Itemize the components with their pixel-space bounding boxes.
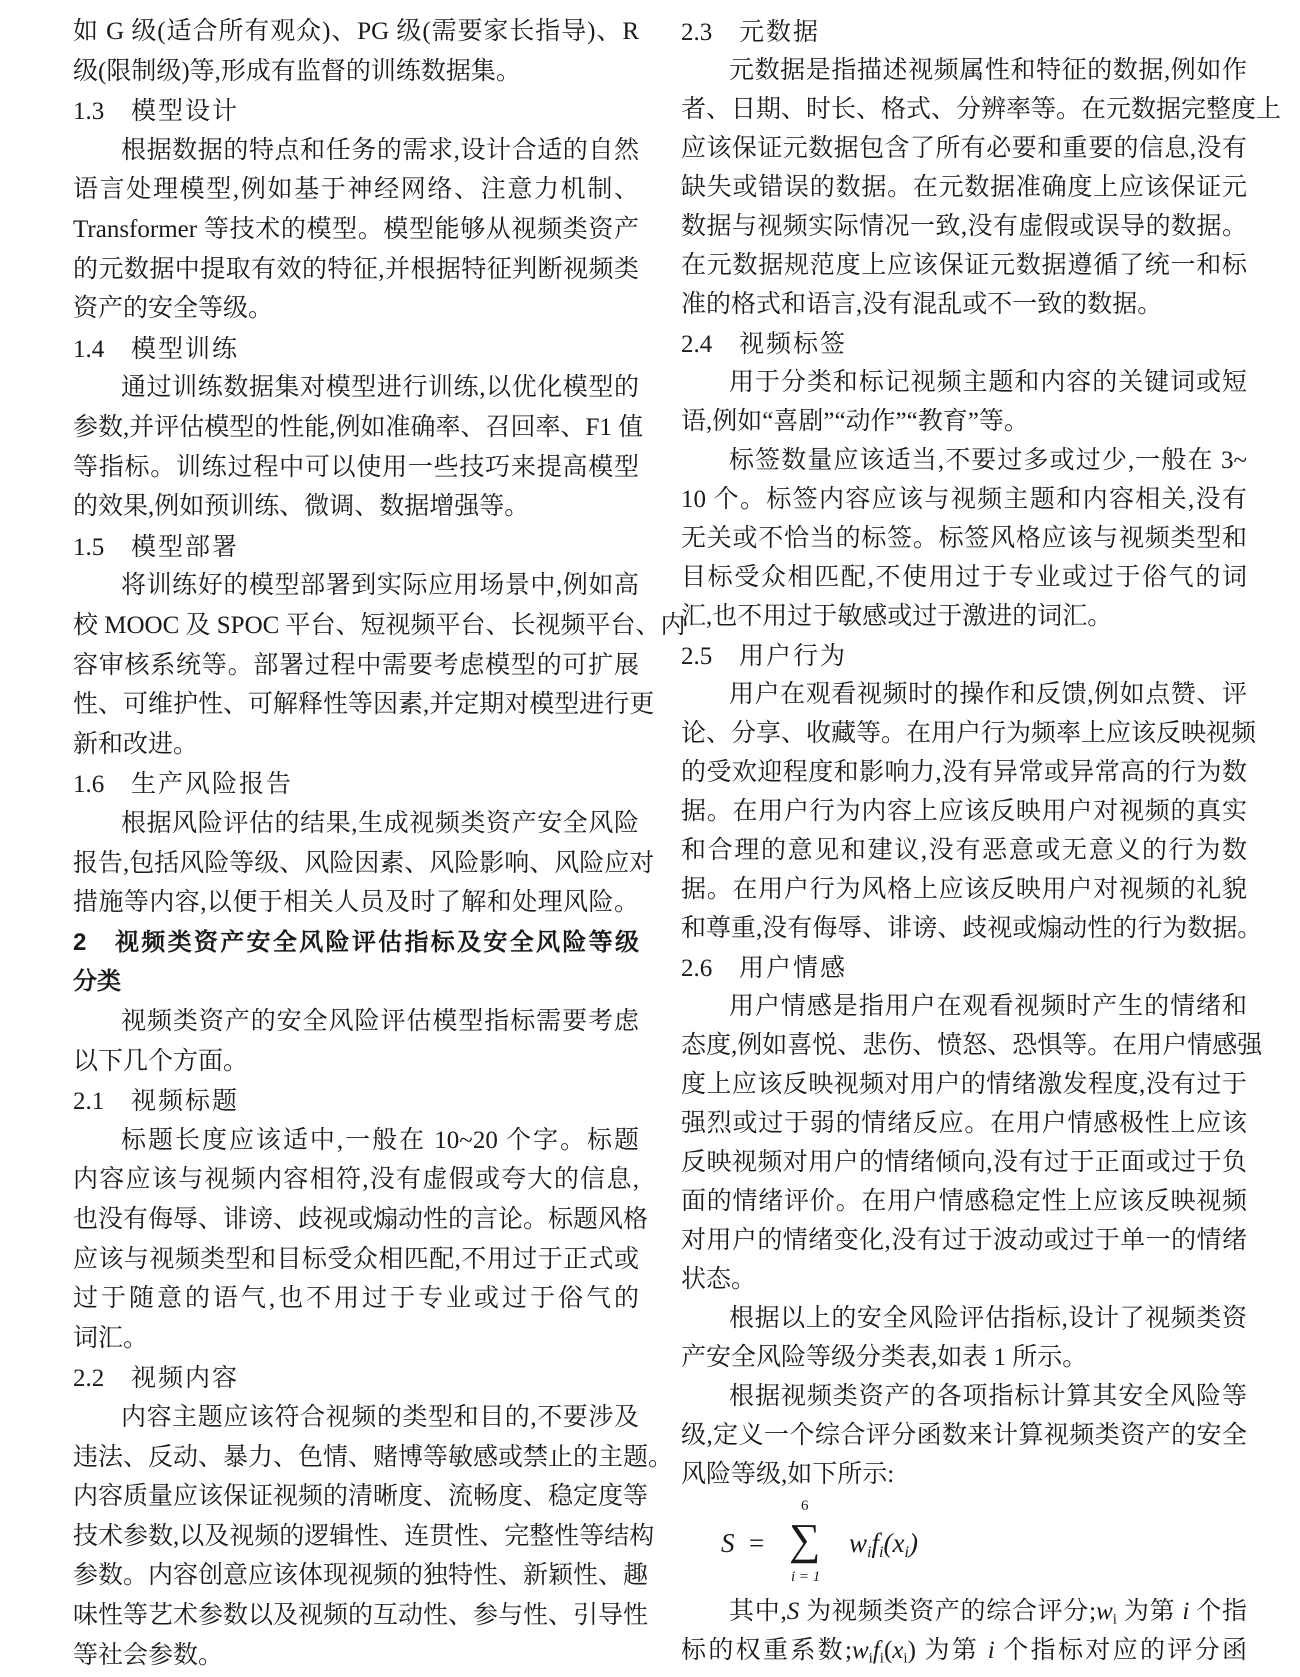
formula-upper-limit: 6	[801, 1498, 809, 1514]
left-column	[73, 0, 686, 1677]
section-title: 元数据	[739, 17, 821, 46]
paragraph-line: 级,定义一个综合评分函数来计算视频类资产的安全	[681, 1422, 1247, 1449]
math-segment: )	[909, 1528, 919, 1558]
section-heading	[73, 1083, 639, 1119]
paragraph-line: 用户情感是指用户在观看视频时产生的情绪和	[729, 993, 1247, 1020]
paragraph-line: 和合理的意见和建议,没有恶意或无意义的行为数	[681, 837, 1247, 864]
paragraph-line: 语言处理模型,例如基于神经网络、注意力机制、	[73, 176, 639, 204]
paragraph-line: 缺失或错误的数据。在元数据准确度上应该保证元	[681, 174, 1247, 201]
paragraph-line: 也没有侮辱、诽谤、歧视或煽动性的言论。标题风格	[73, 1206, 649, 1233]
paragraph-line: 面的情绪评价。在用户情感稳定性上应该反映视频	[681, 1188, 1247, 1215]
math-segment: i	[867, 1542, 872, 1561]
paragraph-line: 内容主题应该符合视频的类型和目的,不要涉及	[121, 1404, 639, 1431]
paragraph-line: 数据与视频实际情况一致,没有虚假或误导的数据。	[681, 213, 1247, 240]
section-heading	[681, 638, 1247, 674]
paragraph-line: 根据视频类资产的各项指标计算其安全风险等	[729, 1383, 1247, 1410]
section-number: 2.3	[681, 19, 713, 46]
paragraph-line: 据。在用户行为风格上应该反映用户对视频的礼貌	[681, 876, 1247, 903]
paragraph-line: 词汇。	[73, 1324, 149, 1352]
paragraph-line: 态度,例如喜悦、悲伤、愤怒、恐惧等。在用户情感强	[681, 1032, 1263, 1059]
paragraph-line: 元数据是指描述视频属性和特征的数据,例如作	[729, 57, 1247, 84]
paragraph-line: 状态。	[681, 1266, 757, 1293]
summation-symbol: ∑	[789, 1515, 821, 1564]
section-heading	[73, 93, 639, 129]
math-segment: 个指标对应的评分函	[994, 1637, 1247, 1664]
math-segment: 为第	[915, 1637, 988, 1664]
math-segment: (	[883, 1637, 893, 1664]
paragraph-line: 10 个。标签内容应该与视频主题和内容相关,没有	[681, 486, 1247, 513]
paragraph-line: 以下几个方面。	[73, 1047, 249, 1075]
paragraph-line: 论、分享、收藏等。在用户行为频率上应该反映视频	[681, 720, 1257, 747]
formula-equals: =	[749, 1528, 765, 1558]
paragraph-line: 报告,包括风险等级、风险因素、风险影响、风险应对	[73, 849, 655, 877]
section-heading	[681, 14, 1247, 50]
paragraph-line: 级(限制级)等,形成有监督的训练数据集。	[73, 57, 521, 85]
paragraph-line: 将训练好的模型部署到实际应用场景中,例如高	[121, 572, 639, 600]
paragraph-line: Transformer 等技术的模型。模型能够从视频类资产	[73, 216, 639, 243]
section-number: 2.2	[73, 1365, 105, 1393]
paragraph-line: 参数。内容创意应该体现视频的独特性、新颖性、趣	[73, 1562, 649, 1590]
math-segment: 其中,	[729, 1598, 787, 1625]
section-heading	[73, 766, 639, 802]
paragraph-line: 应该保证元数据包含了所有必要和重要的信息,没有	[681, 135, 1247, 162]
math-segment: )	[907, 1637, 916, 1664]
paragraph-line: 汇,也不用过于敏感或过于激进的词汇。	[681, 603, 1113, 630]
paragraph-line: 校 MOOC 及 SPOC 平台、短视频平台、长视频平台、内	[73, 612, 686, 639]
paragraph-line	[681, 1633, 1247, 1669]
section-heading	[73, 331, 639, 367]
section-title: 视频内容	[131, 1363, 240, 1393]
paragraph-line: 应该与视频类型和目标受众相匹配,不用过于正式或	[73, 1245, 639, 1273]
section-title: 模型部署	[131, 531, 240, 561]
section-title: 用户行为	[739, 641, 848, 670]
section-number: 2.5	[681, 643, 713, 670]
paragraph-line: 容审核系统等。部署过程中需要考虑模型的可扩展	[73, 651, 639, 679]
section-title: 模型训练	[131, 333, 240, 363]
paragraph-line: 等指标。训练过程中可以使用一些技巧来提高模型	[73, 453, 639, 481]
paragraph-line: 用于分类和标记视频主题和内容的关键词或短	[729, 369, 1247, 396]
math-segment: x	[892, 1637, 904, 1664]
paragraph-line: 新和改进。	[73, 730, 199, 758]
paragraph-line: 的受欢迎程度和影响力,没有异常或异常高的行为数	[681, 759, 1247, 786]
paragraph-line: 内容应该与视频内容相符,没有虚假或夸大的信息,	[73, 1166, 639, 1194]
math-segment: i	[868, 1650, 873, 1667]
paragraph-line: 技术参数,以及视频的逻辑性、连贯性、完整性等结构	[73, 1522, 655, 1550]
section-title: 视频标题	[131, 1086, 240, 1116]
section-number: 1.6	[73, 771, 105, 799]
paragraph-line: 无关或不恰当的标签。标签风格应该与视频类型和	[681, 525, 1247, 552]
math-segment: f	[871, 1528, 880, 1558]
paragraph-line: 的元数据中提取有效的特征,并根据特征判断视频类	[73, 255, 639, 283]
section-title: 生产风险报告	[131, 769, 294, 799]
math-segment: i	[904, 1542, 910, 1561]
section-heading	[73, 529, 639, 565]
section-number: 2.1	[73, 1088, 105, 1116]
paragraph-line: 在元数据规范度上应该保证元数据遵循了统一和标	[681, 252, 1247, 279]
paragraph-line	[681, 1594, 1247, 1630]
paragraph-line: 内容质量应该保证视频的清晰度、流畅度、稳定度等	[73, 1483, 649, 1511]
section-title: 用户情感	[739, 953, 848, 982]
paragraph-line: 目标受众相匹配,不使用过于专业或过于俗气的词	[681, 564, 1247, 591]
section-title: 模型设计	[131, 96, 240, 126]
formula-lower-limit: i = 1	[791, 1569, 821, 1585]
paragraph-line: 资产的安全等级。	[73, 295, 274, 323]
paragraph-line: 者、日期、时长、格式、分辨率等。在元数据完整度上	[681, 96, 1282, 123]
math-segment: i	[1182, 1598, 1190, 1625]
math-segment: w	[849, 1528, 868, 1558]
section-number: 1.5	[73, 533, 105, 561]
math-segment: i	[879, 1650, 884, 1667]
paragraph-line: 根据风险评估的结果,生成视频类资产安全风险	[121, 810, 639, 837]
math-segment: i	[903, 1650, 908, 1667]
math-segment: (	[883, 1528, 893, 1558]
paragraph-line: 标题长度应该适中,一般在 10~20 个字。标题	[121, 1126, 639, 1154]
paragraph-line: 等社会参数。	[73, 1641, 224, 1669]
section-number: 1.3	[73, 98, 105, 126]
math-segment: w	[1096, 1598, 1113, 1625]
paragraph-line: 视频类资产的安全风险评估模型指标需要考虑	[121, 1008, 639, 1035]
paragraph-line: 性、可维护性、可解释性等因素,并定期对模型进行更	[73, 691, 655, 719]
paragraph-line: 反映视频对用户的情绪倾向,没有过于正面或过于负	[681, 1149, 1247, 1176]
math-segment: i	[1112, 1611, 1117, 1628]
paragraph-line: 参数,并评估模型的性能,例如准确率、召回率、F1 值	[73, 414, 644, 441]
paragraph-line: 对用户的情绪变化,没有过于波动或过于单一的情绪	[681, 1227, 1247, 1254]
paragraph-line: 用户在观看视频时的操作和反馈,例如点赞、评	[729, 681, 1247, 708]
math-segment: x	[892, 1528, 905, 1558]
paragraph-line: 过于随意的语气,也不用过于专业或过于俗气的	[73, 1285, 639, 1313]
chapter-heading-line: 分类	[73, 968, 121, 996]
paragraph-line: 度上应该反映视频对用户的情绪激发程度,没有过于	[681, 1071, 1247, 1098]
math-segment: w	[851, 1637, 869, 1664]
paragraph-line: 强烈或过于弱的情绪反应。在用户情感极性上应该	[681, 1110, 1247, 1137]
math-segment: i	[879, 1542, 884, 1561]
math-segment: 为第	[1116, 1598, 1183, 1625]
chapter-heading-line: 2 视频类资产安全风险评估指标及安全风险等级	[73, 928, 639, 956]
math-segment: f	[872, 1637, 880, 1664]
section-heading	[681, 950, 1247, 986]
paragraph-line: 措施等内容,以便于相关人员及时了解和处理风险。	[73, 889, 639, 917]
paragraph-line: 通过训练数据集对模型进行训练,以优化模型的	[121, 374, 639, 402]
paragraph-line: 产安全风险等级分类表,如表 1 所示。	[681, 1344, 1088, 1371]
math-segment: S	[786, 1598, 800, 1625]
formula-body	[849, 1528, 918, 1567]
right-column	[681, 0, 1282, 1677]
paragraph-line: 据。在用户行为内容上应该反映用户对视频的真实	[681, 798, 1247, 825]
section-heading	[681, 326, 1247, 362]
formula-lhs: S	[721, 1528, 735, 1558]
section-number: 2.6	[681, 955, 713, 982]
math-segment: i	[987, 1637, 995, 1664]
paragraph-line: 味性等艺术参数以及视频的互动性、参与性、引导性	[73, 1602, 649, 1629]
paragraph-line: 违法、反动、暴力、色情、赌博等敏感或禁止的主题。	[73, 1443, 674, 1471]
math-segment: 个指	[1189, 1598, 1247, 1625]
math-segment: 为视频类资产的综合评分;	[799, 1598, 1097, 1625]
paragraph-line: 如 G 级(适合所有观众)、PG 级(需要家长指导)、R	[73, 18, 639, 45]
paragraph-line: 语,例如“喜剧”“动作”“教育”等。	[681, 408, 1029, 435]
paragraph-line: 标签数量应该适当,不要过多或过少,一般在 3~	[729, 447, 1247, 474]
paragraph-line: 根据以上的安全风险评估指标,设计了视频类资	[729, 1305, 1247, 1332]
paragraph-line: 风险等级,如下所示:	[681, 1461, 895, 1488]
section-number: 2.4	[681, 331, 713, 358]
section-title: 视频标签	[739, 329, 848, 358]
paragraph-line: 和尊重,没有侮辱、诽谤、歧视或煽动性的行为数据。	[681, 915, 1263, 942]
paragraph-line: 根据数据的特点和任务的需求,设计合适的自然	[121, 136, 639, 164]
math-segment: 标的权重系数;	[681, 1637, 852, 1664]
paragraph-line: 的效果,例如预训练、微调、数据增强等。	[73, 493, 530, 521]
section-number: 1.4	[73, 335, 105, 363]
paragraph-line: 准的格式和语言,没有混乱或不一致的数据。	[681, 291, 1163, 318]
section-heading	[73, 1360, 639, 1396]
formula	[719, 1498, 1019, 1590]
